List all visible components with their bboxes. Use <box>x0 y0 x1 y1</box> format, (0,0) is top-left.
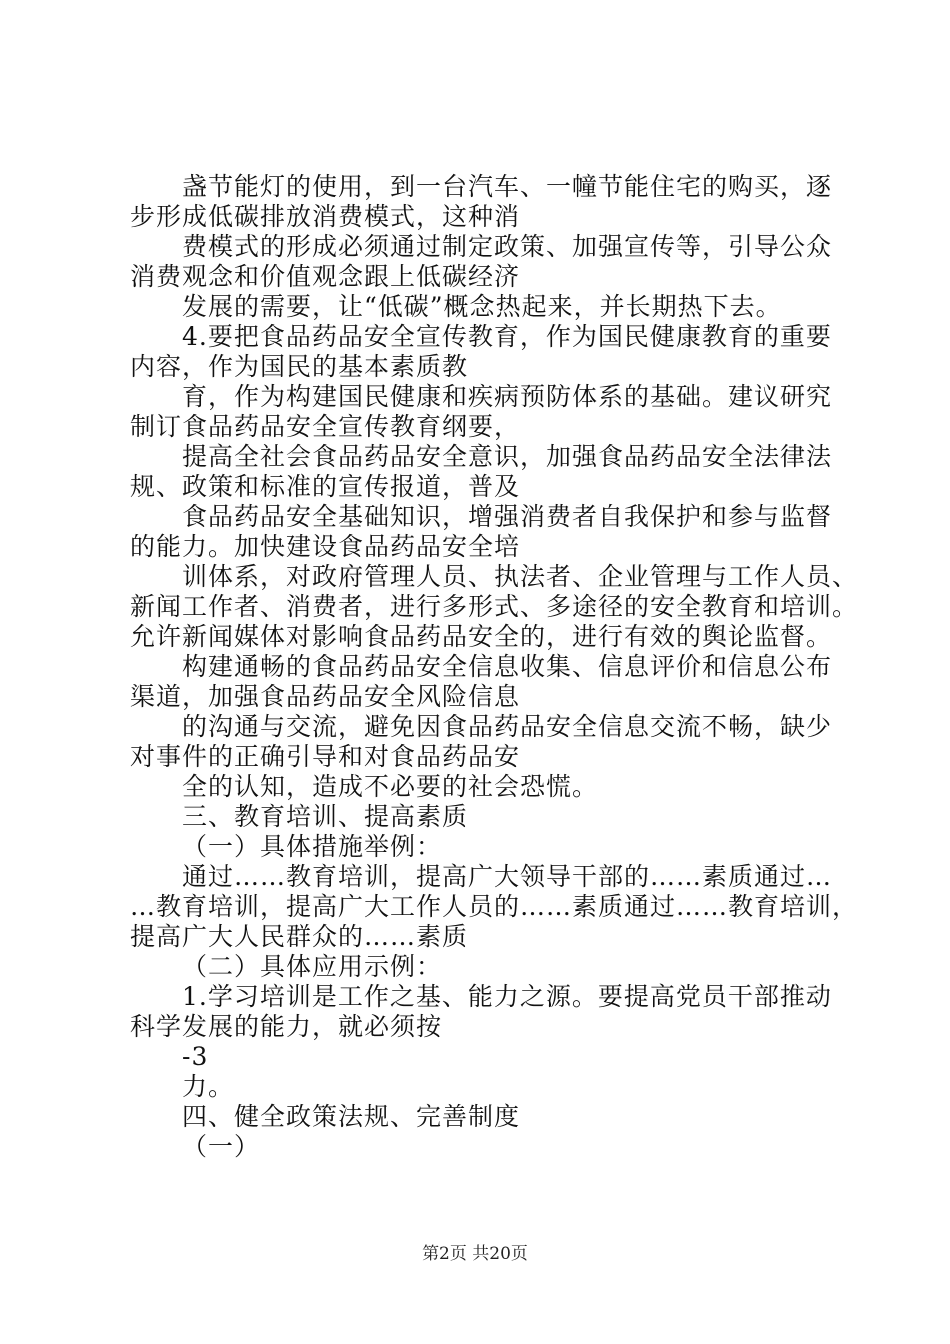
text-line: 内容，作为国民的基本素质教 <box>130 352 469 381</box>
text-line: 费模式的形成必须通过制定政策、加强宣传等，引导公众 <box>182 232 833 261</box>
text-line: 全的认知，造成不必要的社会恐慌。 <box>182 772 599 801</box>
text-line: （一） <box>182 1132 261 1161</box>
text-line: 对事件的正确引导和对食品药品安 <box>130 742 521 771</box>
page-footer: 第2页 共20页 <box>422 1244 528 1264</box>
text-line: 的沟通与交流，避免因食品药品安全信息交流不畅，缺少 <box>182 712 833 741</box>
text-line: 制订食品药品安全宣传教育纲要， <box>130 412 521 441</box>
text-line: 渠道，加强食品药品安全风险信息 <box>130 682 521 711</box>
text-line: 育，作为构建国民健康和疾病预防体系的基础。建议研究 <box>182 382 833 411</box>
text-line: 4.要把食品药品安全宣传教育，作为国民健康教育的重要 <box>182 322 832 351</box>
text-line: 允许新闻媒体对影响食品药品安全的，进行有效的舆论监督。 <box>130 622 833 651</box>
text-line: 1.学习培训是工作之基、能力之源。要提高党员干部推动 <box>182 982 832 1011</box>
text-line: 盏节能灯的使用，到一台汽车、一幢节能住宅的购买，逐 <box>182 172 833 201</box>
text-line: 三、教育培训、提高素质 <box>182 802 469 831</box>
text-line: 规、政策和标准的宣传报道，普及 <box>130 472 521 501</box>
text-line: 食品药品安全基础知识，增强消费者自我保护和参与监督 <box>182 502 833 531</box>
text-line: 消费观念和价值观念跟上低碳经济 <box>130 262 521 291</box>
text-line: 发展的需要，让“低碳”概念热起来，并长期热下去。 <box>182 292 782 321</box>
text-line: …教育培训，提高广大工作人员的……素质通过……教育培训， <box>130 892 859 921</box>
text-line: 提高全社会食品药品安全意识，加强食品药品安全法律法 <box>182 442 833 471</box>
text-line: 科学发展的能力，就必须按 <box>130 1012 443 1041</box>
document-body <box>130 172 859 1162</box>
text-line: 新闻工作者、消费者，进行多形式、多途径的安全教育和培训。 <box>130 592 859 621</box>
text-line: 力。 <box>182 1072 235 1101</box>
text-line: 构建通畅的食品药品安全信息收集、信息评价和信息公布 <box>182 652 833 681</box>
text-line: 通过……教育培训，提高广大领导干部的……素质通过… <box>182 862 833 891</box>
text-line: 步形成低碳排放消费模式，这种消 <box>130 202 521 231</box>
text-line: 训体系，对政府管理人员、执法者、企业管理与工作人员、 <box>182 562 859 591</box>
text-line: 四、健全政策法规、完善制度 <box>182 1102 521 1131</box>
text-line: （一）具体措施举例： <box>182 832 443 861</box>
text-line: 的能力。加快建设食品药品安全培 <box>130 532 521 561</box>
text-line: （二）具体应用示例： <box>182 952 443 981</box>
text-line: -3 <box>182 1042 209 1071</box>
text-line: 提高广大人民群众的……素质 <box>130 922 469 951</box>
